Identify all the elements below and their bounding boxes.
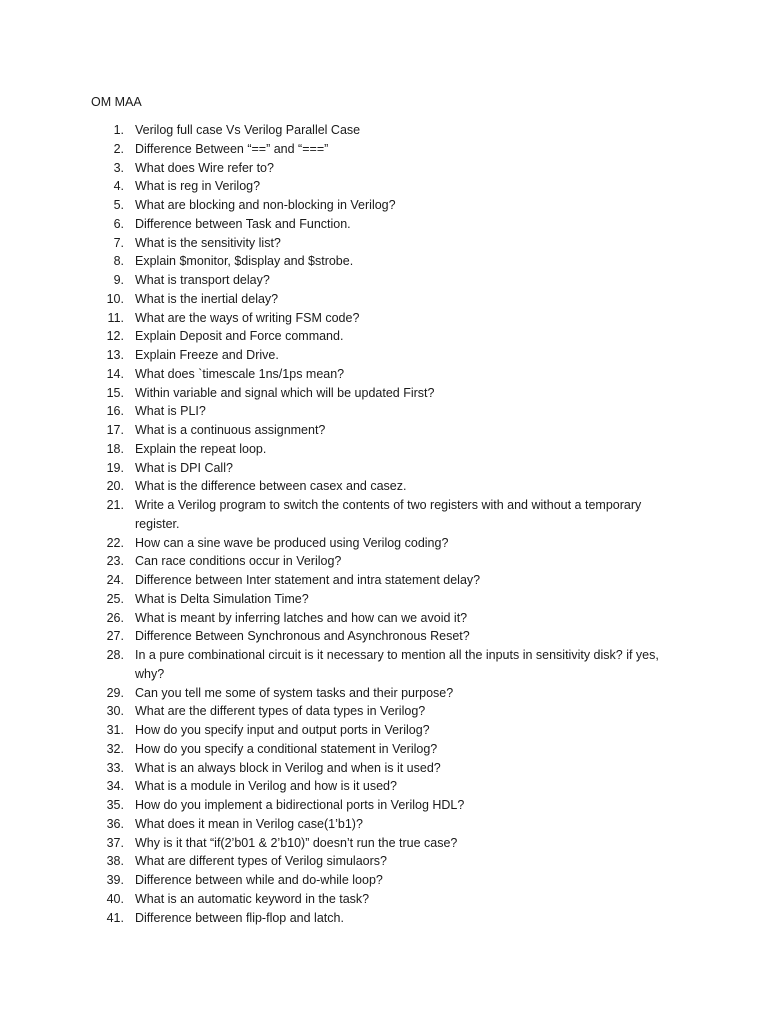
question-number: 12.: [106, 329, 124, 344]
question-item: [0, 834, 768, 853]
question-item: [0, 421, 768, 440]
question-number: 32.: [106, 741, 124, 756]
question-number: 13.: [106, 348, 124, 362]
question-number: 6.: [113, 216, 124, 231]
question-number: 18.: [106, 441, 124, 456]
question-item: [0, 852, 768, 871]
question-text: Can race conditions occur in Verilog?: [135, 554, 342, 569]
question-text: What is meant by inferring latches and how can we avoid it?: [135, 610, 468, 625]
question-item: [0, 684, 768, 703]
question-text: Verilog full case Vs Verilog Parallel Case: [135, 123, 361, 137]
question-text: What are the ways of writing FSM code?: [135, 310, 360, 325]
question-item: [0, 290, 768, 309]
question-number: 29.: [106, 685, 124, 700]
question-text: Difference Between Synchronous and Asynchronous Reset?: [135, 629, 470, 644]
question-item: [0, 477, 768, 496]
question-item: [0, 815, 768, 834]
question-number: 3.: [113, 160, 124, 175]
question-text: How do you specify a conditional statement in Verilog?: [135, 741, 438, 756]
question-item: [0, 740, 768, 759]
question-text: What is the difference between casex and casez.: [135, 479, 407, 494]
question-number: 27.: [106, 629, 124, 644]
question-text: What are different types of Verilog simulaors?: [135, 854, 387, 869]
question-number: 10.: [106, 291, 124, 306]
question-text: Write a Verilog program to switch the contents of two registers with and without a temporary register.: [135, 498, 642, 531]
question-number: 14.: [106, 366, 124, 381]
question-number: 20.: [106, 479, 124, 494]
question-number: 21.: [106, 498, 124, 512]
question-number: 19.: [106, 460, 124, 475]
question-text: What does `timescale 1ns/1ps mean?: [135, 366, 345, 381]
question-number: 5.: [113, 198, 124, 212]
question-number: 31.: [106, 723, 124, 737]
question-number: 15.: [106, 385, 124, 400]
question-item: [0, 871, 768, 890]
question-text: Difference between Inter statement and intra statement delay?: [135, 573, 481, 587]
question-text: How can a sine wave be produced using Verilog coding?: [135, 535, 449, 550]
question-text: What is reg in Verilog?: [135, 179, 261, 194]
question-item: [0, 496, 768, 534]
question-text: What is DPI Call?: [135, 460, 233, 475]
question-number: 4.: [113, 179, 124, 194]
question-text: Difference between while and do-while loop?: [135, 873, 383, 887]
question-item: [0, 777, 768, 796]
question-text: What is PLI?: [135, 404, 206, 419]
question-item: [0, 721, 768, 740]
question-item: [0, 196, 768, 215]
question-text: Explain Deposit and Force command.: [135, 329, 344, 344]
question-item: [0, 459, 768, 478]
question-item: [0, 590, 768, 609]
question-text: What is transport delay?: [135, 273, 270, 287]
question-number: 22.: [106, 535, 124, 550]
question-number: 28.: [106, 648, 124, 662]
question-number: 24.: [106, 573, 124, 587]
question-text: Why is it that “if(2’b01 & 2’b10)” doesn’t run the true case?: [135, 835, 458, 850]
question-number: 36.: [106, 816, 124, 831]
question-text: What is an automatic keyword in the task?: [135, 891, 370, 906]
question-item: [0, 309, 768, 328]
document-heading: OM MAA: [91, 95, 142, 109]
question-number: 40.: [106, 891, 124, 906]
question-text: What is a module in Verilog and how is it used?: [135, 779, 397, 794]
question-number: 41.: [106, 910, 124, 925]
question-text: What is an always block in Verilog and when is it used?: [135, 760, 441, 775]
question-item: [0, 252, 768, 271]
question-text: Explain Freeze and Drive.: [135, 348, 279, 362]
question-text: What is the sensitivity list?: [135, 235, 281, 250]
question-item: [0, 909, 768, 928]
question-text: How do you implement a bidirectional ports in Verilog HDL?: [135, 798, 465, 812]
question-text: Can you tell me some of system tasks and their purpose?: [135, 685, 454, 700]
question-number: 9.: [113, 273, 124, 287]
question-text: Explain $monitor, $display and $strobe.: [135, 254, 354, 269]
question-number: 34.: [106, 779, 124, 794]
question-item: [0, 646, 768, 684]
question-item: [0, 327, 768, 346]
question-text: Explain the repeat loop.: [135, 441, 267, 456]
question-item: [0, 402, 768, 421]
question-item: [0, 234, 768, 253]
question-text: Difference between flip-flop and latch.: [135, 910, 344, 925]
question-number: 2.: [113, 141, 124, 156]
question-item: [0, 271, 768, 290]
question-number: 16.: [106, 404, 124, 419]
question-item: [0, 365, 768, 384]
question-item: [0, 159, 768, 178]
question-number: 38.: [106, 854, 124, 869]
question-text: How do you specify input and output ports in Verilog?: [135, 723, 430, 737]
question-item: [0, 571, 768, 590]
question-item: [0, 759, 768, 778]
question-number: 17.: [106, 423, 124, 437]
question-number: 23.: [106, 554, 124, 569]
question-list: [0, 121, 768, 927]
question-item: [0, 215, 768, 234]
question-number: 8.: [113, 254, 124, 269]
question-item: [0, 609, 768, 628]
question-text: What does it mean in Verilog case(1’b1)?: [135, 816, 363, 831]
question-text: What is the inertial delay?: [135, 291, 279, 306]
question-number: 33.: [106, 760, 124, 775]
question-text: What are the different types of data types in Verilog?: [135, 704, 426, 719]
question-item: [0, 121, 768, 140]
question-item: [0, 140, 768, 159]
question-item: [0, 627, 768, 646]
question-item: [0, 702, 768, 721]
question-item: [0, 796, 768, 815]
question-text: What is Delta Simulation Time?: [135, 591, 309, 606]
question-item: [0, 534, 768, 553]
question-text: What does Wire refer to?: [135, 160, 274, 175]
question-item: [0, 177, 768, 196]
question-item: [0, 890, 768, 909]
question-number: 30.: [106, 704, 124, 719]
question-number: 25.: [106, 591, 124, 606]
question-number: 7.: [113, 235, 124, 250]
question-text: What is a continuous assignment?: [135, 423, 326, 437]
question-item: [0, 552, 768, 571]
question-text: What are blocking and non-blocking in Verilog?: [135, 198, 396, 212]
question-number: 1.: [113, 123, 124, 137]
question-item: [0, 384, 768, 403]
question-text: Difference Between “==” and “===”: [135, 141, 329, 156]
question-number: 39.: [106, 873, 124, 887]
question-item: [0, 440, 768, 459]
question-text: Within variable and signal which will be updated First?: [135, 385, 435, 400]
question-number: 37.: [106, 835, 124, 850]
question-text: Difference between Task and Function.: [135, 216, 351, 231]
question-number: 26.: [106, 610, 124, 625]
question-text: In a pure combinational circuit is it necessary to mention all the inputs in sensitivity disk? if yes, why?: [135, 648, 659, 681]
question-number: 11.: [107, 310, 124, 325]
question-number: 35.: [106, 798, 124, 812]
question-item: [0, 346, 768, 365]
